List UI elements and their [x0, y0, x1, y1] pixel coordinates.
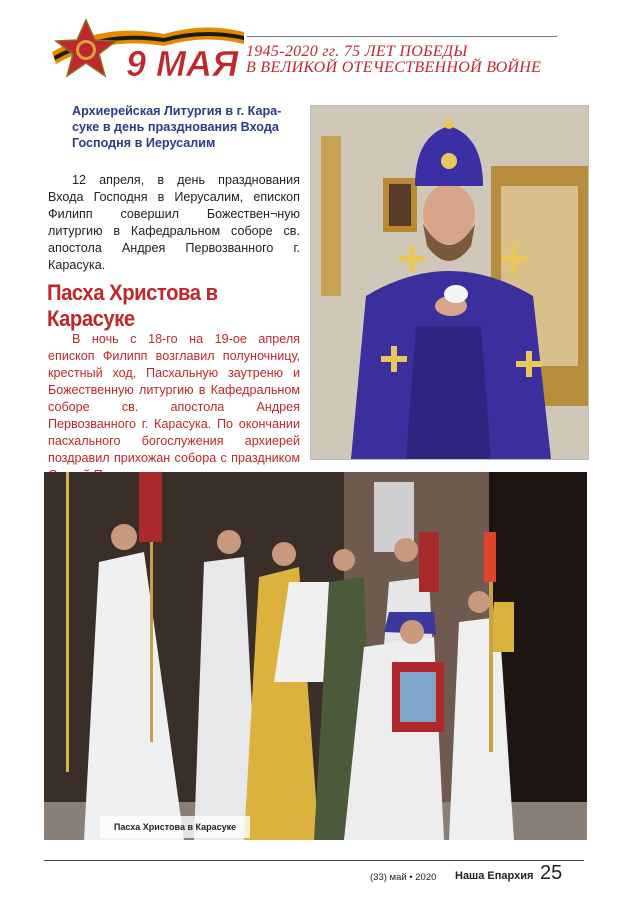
footer-issue: (33) май • 2020 — [370, 872, 437, 883]
header-title — [246, 44, 576, 76]
header-title-line2: В ВЕЛИКОЙ ОТЕЧЕСТВЕННОЙ ВОЙНЕ — [246, 59, 542, 76]
procession-photo — [44, 472, 587, 840]
article1-body: 12 апреля, в день празднования Входа Господня в Иерусалим, епископ Филипп совершил Божествен¬ную литургию в Кафедральном соборе св. апостола Андрея Первозванного г. Карасука. — [48, 173, 300, 272]
header-title-line1: 1945-2020 гг. 75 ЛЕТ ПОБЕДЫ — [246, 43, 468, 60]
red-star-icon — [56, 20, 116, 76]
bishop-photo — [310, 105, 589, 460]
photo-caption: Пасха Христова в Карасуке — [100, 816, 250, 838]
victory-day-emblem — [44, 12, 254, 86]
footer-rule — [44, 860, 584, 861]
article2-body: В ночь с 18-го на 19-ое апреля епископ Филипп возглавил полуночницу, крестный ход, Пасхальную заутреню и Божественную литургию в Кафедральном соборе св. апостола Андрея Первозванного г. Карасука. По окончании пасхального богослужения архиерей поздравил прихожан собора с праздником — [48, 332, 300, 465]
page-number: 25 — [540, 862, 563, 884]
article2-headline: Пасха Христова в Карасуке — [47, 280, 218, 331]
article1-headline: Архиерейская Литургия в г. Кара-суке в день празднования Входа Господня в Иерусалим — [72, 104, 282, 150]
emblem-text: 9 МАЯ — [126, 43, 239, 84]
header-rule — [247, 36, 557, 37]
dove-shape — [444, 285, 468, 303]
footer-magazine-name: Наша Епархия — [455, 870, 534, 882]
